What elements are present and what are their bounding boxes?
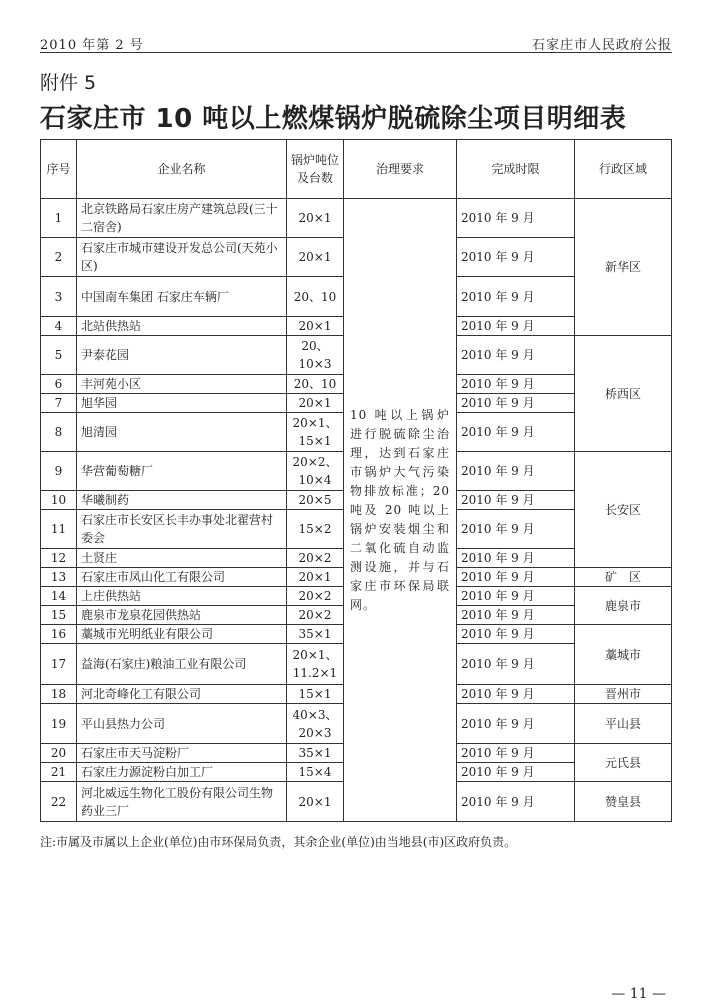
header-requirement: 治理要求 <box>344 140 457 199</box>
row-deadline: 2010 年 9 月 <box>457 317 575 336</box>
row-tonnage: 15×2 <box>287 510 344 549</box>
header-tonnage: 锅炉吨位及台数 <box>287 140 344 199</box>
row-no: 12 <box>41 549 77 568</box>
row-deadline: 2010 年 9 月 <box>457 625 575 644</box>
row-no: 6 <box>41 375 77 394</box>
row-no: 7 <box>41 394 77 413</box>
row-deadline: 2010 年 9 月 <box>457 763 575 782</box>
row-company: 北京铁路局石家庄房产建筑总段(三十二宿舍) <box>77 199 287 238</box>
row-no: 14 <box>41 587 77 606</box>
header-publication: 石家庄市人民政府公报 <box>531 38 672 53</box>
header-rule <box>40 52 672 53</box>
row-no: 15 <box>41 606 77 625</box>
page-number: — 11 — <box>611 986 666 1002</box>
header-district: 行政区域 <box>575 140 672 199</box>
row-company: 尹泰花园 <box>77 336 287 375</box>
row-tonnage: 20×5 <box>287 491 344 510</box>
row-no: 9 <box>41 452 77 491</box>
row-company: 石家庄市凤山化工有限公司 <box>77 568 287 587</box>
row-company: 北站供热站 <box>77 317 287 336</box>
row-no: 10 <box>41 491 77 510</box>
row-company: 华营葡萄糖厂 <box>77 452 287 491</box>
row-deadline: 2010 年 9 月 <box>457 199 575 238</box>
row-no: 2 <box>41 238 77 277</box>
row-tonnage: 20×1 <box>287 568 344 587</box>
district-cell: 平山县 <box>575 704 672 744</box>
district-cell: 长安区 <box>575 452 672 568</box>
row-no: 20 <box>41 744 77 763</box>
row-company: 益海(石家庄)粮油工业有限公司 <box>77 644 287 685</box>
row-company: 中国南车集团 石家庄车辆厂 <box>77 277 287 317</box>
row-company: 河北奇峰化工有限公司 <box>77 685 287 704</box>
table-header-row <box>41 140 672 199</box>
row-deadline: 2010 年 9 月 <box>457 644 575 685</box>
district-cell: 元氏县 <box>575 744 672 782</box>
attachment-label: 附件 5 <box>40 72 97 94</box>
row-deadline: 2010 年 9 月 <box>457 394 575 413</box>
row-deadline: 2010 年 9 月 <box>457 375 575 394</box>
row-no: 22 <box>41 782 77 822</box>
row-deadline: 2010 年 9 月 <box>457 413 575 452</box>
footnote: 注:市属及市属以上企业(单位)由市环保局负责，其余企业(单位)由当地县(市)区政府负责。 <box>40 835 517 849</box>
row-tonnage: 20×2 <box>287 606 344 625</box>
district-cell: 矿 区 <box>575 568 672 587</box>
requirement-text: 10 吨以上锅炉进行脱硫除尘治理，达到石家庄市锅炉大气污染物排放标准；20 吨及 20 吨以上锅炉安装烟尘和二氧化硫自动监测设施，并与石家庄市环保局联网。 <box>344 199 457 822</box>
row-company: 丰河苑小区 <box>77 375 287 394</box>
row-tonnage: 20×2 <box>287 549 344 568</box>
row-company: 石家庄力源淀粉白加工厂 <box>77 763 287 782</box>
row-deadline: 2010 年 9 月 <box>457 277 575 317</box>
district-cell: 藁城市 <box>575 625 672 685</box>
row-company: 旭华园 <box>77 394 287 413</box>
row-company: 石家庄市天马淀粉厂 <box>77 744 287 763</box>
row-no: 4 <box>41 317 77 336</box>
row-tonnage: 20×1 <box>287 317 344 336</box>
row-company: 石家庄市长安区长丰办事处北翟营村委会 <box>77 510 287 549</box>
row-tonnage: 35×1 <box>287 625 344 644</box>
district-cell: 桥西区 <box>575 336 672 452</box>
row-deadline: 2010 年 9 月 <box>457 568 575 587</box>
row-company: 鹿泉市龙泉花园供热站 <box>77 606 287 625</box>
row-company: 土贤庄 <box>77 549 287 568</box>
row-no: 5 <box>41 336 77 375</box>
row-no: 3 <box>41 277 77 317</box>
row-company: 上庄供热站 <box>77 587 287 606</box>
row-no: 17 <box>41 644 77 685</box>
row-no: 13 <box>41 568 77 587</box>
row-deadline: 2010 年 9 月 <box>457 452 575 491</box>
project-table <box>40 139 672 822</box>
row-company: 华曦制药 <box>77 491 287 510</box>
row-no: 19 <box>41 704 77 744</box>
row-company: 藁城市光明纸业有限公司 <box>77 625 287 644</box>
row-tonnage: 20×1、15×1 <box>287 413 344 452</box>
row-no: 21 <box>41 763 77 782</box>
row-deadline: 2010 年 9 月 <box>457 782 575 822</box>
row-tonnage: 40×3、20×3 <box>287 704 344 744</box>
row-no: 18 <box>41 685 77 704</box>
row-tonnage: 20×1 <box>287 394 344 413</box>
header-no: 序号 <box>41 140 77 199</box>
row-tonnage: 15×1 <box>287 685 344 704</box>
row-deadline: 2010 年 9 月 <box>457 491 575 510</box>
district-cell: 鹿泉市 <box>575 587 672 625</box>
district-cell: 赞皇县 <box>575 782 672 822</box>
row-company: 旭清园 <box>77 413 287 452</box>
row-no: 11 <box>41 510 77 549</box>
row-no: 8 <box>41 413 77 452</box>
row-deadline: 2010 年 9 月 <box>457 685 575 704</box>
row-deadline: 2010 年 9 月 <box>457 549 575 568</box>
row-company: 平山县热力公司 <box>77 704 287 744</box>
row-tonnage: 20×1 <box>287 238 344 277</box>
header-company: 企业名称 <box>77 140 287 199</box>
row-tonnage: 20、10×3 <box>287 336 344 375</box>
row-tonnage: 20×1 <box>287 199 344 238</box>
row-deadline: 2010 年 9 月 <box>457 510 575 549</box>
row-tonnage: 20×1、11.2×1 <box>287 644 344 685</box>
table-row <box>41 199 672 238</box>
district-cell: 新华区 <box>575 199 672 336</box>
row-deadline: 2010 年 9 月 <box>457 606 575 625</box>
row-company: 河北威远生物化工股份有限公司生物药业三厂 <box>77 782 287 822</box>
row-deadline: 2010 年 9 月 <box>457 238 575 277</box>
row-tonnage: 20、10 <box>287 277 344 317</box>
row-deadline: 2010 年 9 月 <box>457 587 575 606</box>
row-tonnage: 15×4 <box>287 763 344 782</box>
row-deadline: 2010 年 9 月 <box>457 704 575 744</box>
row-tonnage: 20×1 <box>287 782 344 822</box>
row-deadline: 2010 年 9 月 <box>457 744 575 763</box>
header-issue: 2010 年第 2 号 <box>40 38 144 53</box>
row-tonnage: 35×1 <box>287 744 344 763</box>
row-tonnage: 20×2 <box>287 587 344 606</box>
row-no: 1 <box>41 199 77 238</box>
header-deadline: 完成时限 <box>457 140 575 199</box>
row-tonnage: 20×2、10×4 <box>287 452 344 491</box>
page-title: 石家庄市 10 吨以上燃煤锅炉脱硫除尘项目明细表 <box>40 104 627 134</box>
row-company: 石家庄市城市建设开发总公司(天苑小区) <box>77 238 287 277</box>
row-deadline: 2010 年 9 月 <box>457 336 575 375</box>
row-no: 16 <box>41 625 77 644</box>
district-cell: 晋州市 <box>575 685 672 704</box>
row-tonnage: 20、10 <box>287 375 344 394</box>
